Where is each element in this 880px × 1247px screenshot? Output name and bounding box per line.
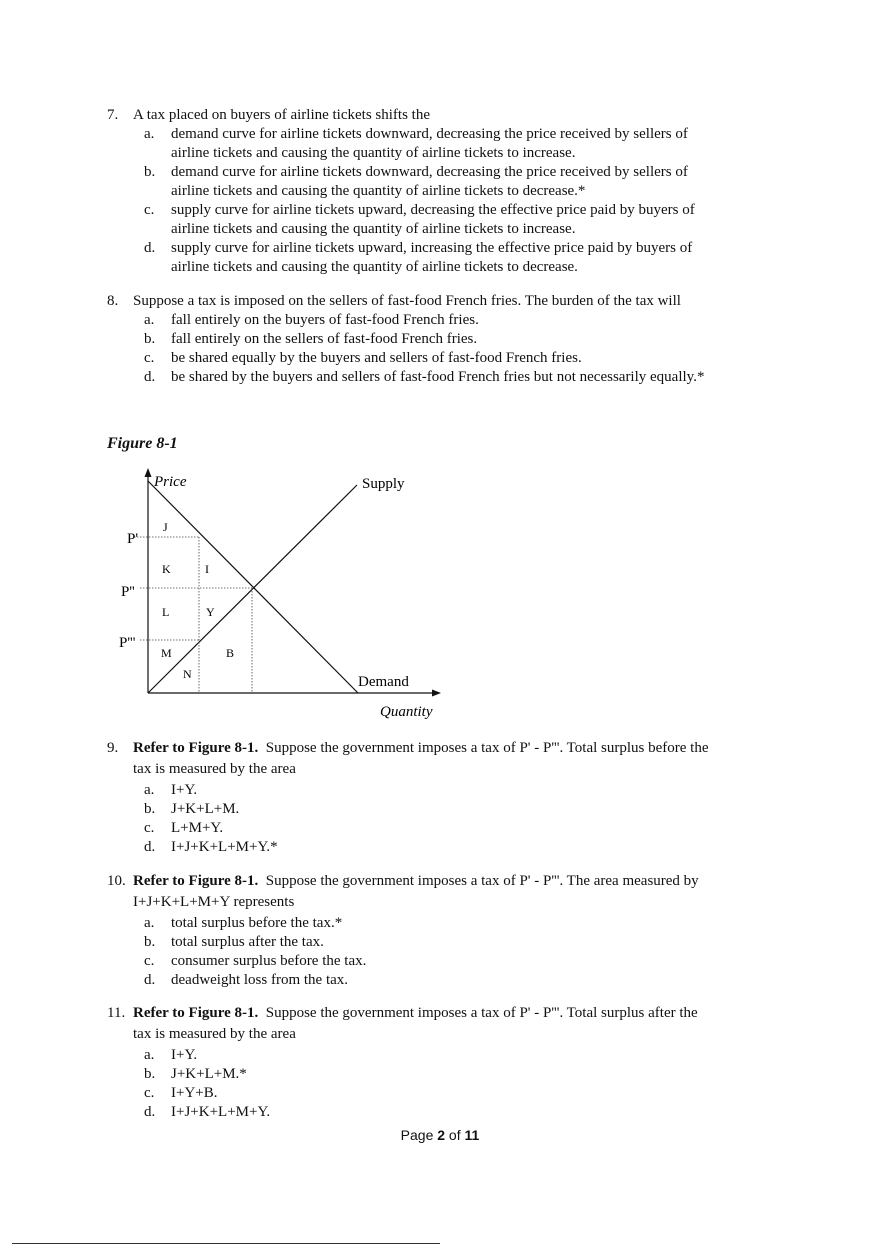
question-9 bbox=[107, 739, 787, 857]
question-number: 7. bbox=[107, 107, 119, 123]
area-label-y: Y bbox=[206, 605, 215, 619]
figure-reference: Refer to Figure 8-1. bbox=[133, 740, 259, 756]
option-text-line: supply curve for airline tickets upward, increasing the effective price paid by buyers of bbox=[171, 240, 693, 256]
option-letter: a. bbox=[144, 782, 155, 798]
demand-label: Demand bbox=[358, 674, 409, 690]
option-letter: b. bbox=[144, 934, 156, 950]
option-letter: a. bbox=[144, 1047, 155, 1063]
question-11 bbox=[107, 1004, 787, 1122]
question-number: 11. bbox=[107, 1005, 126, 1021]
option-text: total surplus after the tax. bbox=[171, 934, 324, 950]
option-text-line: supply curve for airline tickets upward, decreasing the effective price paid by buyers of bbox=[171, 202, 695, 218]
option-text: I+Y+B. bbox=[171, 1085, 218, 1101]
option-letter: a. bbox=[144, 915, 155, 931]
option-letter: c. bbox=[144, 1085, 155, 1101]
footer-prefix: Page bbox=[400, 1127, 438, 1143]
area-label-l: L bbox=[162, 605, 170, 619]
option-text-line: demand curve for airline tickets downward, decreasing the price received by sellers of bbox=[171, 126, 688, 142]
option-text-line: airline tickets and causing the quantity of airline tickets to increase. bbox=[171, 221, 576, 237]
question-stem: Suppose the government imposes a tax of P' - P'''. Total surplus before the bbox=[265, 740, 709, 756]
question-stem-continued: tax is measured by the area bbox=[133, 761, 296, 777]
option-letter: c. bbox=[144, 820, 155, 836]
option-letter: b. bbox=[144, 801, 156, 817]
area-label-m: M bbox=[161, 646, 172, 660]
option-text: fall entirely on the buyers of fast-food French fries. bbox=[171, 312, 479, 328]
option-letter: b. bbox=[144, 331, 156, 347]
option-letter: a. bbox=[144, 312, 155, 328]
question-10 bbox=[107, 872, 787, 990]
option-c bbox=[144, 1084, 787, 1103]
question-stem-continued: I+J+K+L+M+Y represents bbox=[133, 894, 295, 910]
option-text-line: demand curve for airline tickets downward, decreasing the price received by sellers of bbox=[171, 164, 688, 180]
page-footer bbox=[0, 1127, 880, 1143]
option-letter: c. bbox=[144, 202, 155, 218]
option-text: deadweight loss from the tax. bbox=[171, 972, 349, 988]
option-text: J+K+L+M. bbox=[171, 801, 240, 817]
option-text: I+J+K+L+M+Y. bbox=[171, 1104, 271, 1120]
question-stem: Suppose the government imposes a tax of P' - P'''. The area measured by bbox=[265, 873, 699, 889]
y-axis-arrow bbox=[145, 468, 152, 477]
page-number: 2 bbox=[437, 1127, 446, 1143]
question-stem: A tax placed on buyers of airline tickets shifts the bbox=[133, 107, 431, 123]
option-text: be shared by the buyers and sellers of fast-food French fries but not necessarily equally.* bbox=[171, 369, 705, 385]
option-letter: d. bbox=[144, 972, 156, 988]
bottom-rule bbox=[12, 1243, 440, 1244]
option-a bbox=[144, 781, 787, 800]
question-number: 10. bbox=[107, 873, 126, 889]
figure-title: Figure 8-1 bbox=[107, 435, 178, 452]
option-a bbox=[144, 914, 787, 933]
y-axis-label: Price bbox=[154, 474, 187, 490]
x-axis-arrow bbox=[432, 690, 441, 697]
page-total: 11 bbox=[464, 1127, 480, 1143]
figure-reference: Refer to Figure 8-1. bbox=[133, 1005, 259, 1021]
option-letter: a. bbox=[144, 126, 155, 142]
price-label-p2: P'' bbox=[121, 584, 135, 600]
option-letter: b. bbox=[144, 1066, 156, 1082]
area-label-n: N bbox=[183, 667, 192, 681]
option-letter: d. bbox=[144, 1104, 156, 1120]
option-c bbox=[144, 952, 787, 971]
option-b bbox=[144, 933, 787, 952]
area-label-j: J bbox=[163, 520, 168, 534]
option-d bbox=[144, 838, 787, 857]
option-b bbox=[144, 800, 787, 819]
option-text: consumer surplus before the tax. bbox=[171, 953, 367, 969]
option-text: I+Y. bbox=[171, 1047, 198, 1063]
figure-reference: Refer to Figure 8-1. bbox=[133, 873, 259, 889]
option-letter: b. bbox=[144, 164, 156, 180]
option-letter: d. bbox=[144, 369, 156, 385]
question-number: 9. bbox=[107, 740, 119, 756]
option-d bbox=[144, 1103, 787, 1122]
footer-middle: of bbox=[445, 1127, 465, 1143]
option-text: L+M+Y. bbox=[171, 820, 224, 836]
supply-curve bbox=[148, 485, 357, 693]
question-stem: Suppose the government imposes a tax of P' - P'''. Total surplus after the bbox=[265, 1005, 698, 1021]
supply-label: Supply bbox=[362, 476, 405, 492]
option-text-line: airline tickets and causing the quantity of airline tickets to decrease. bbox=[171, 259, 578, 275]
area-label-i: I bbox=[205, 562, 209, 576]
option-b bbox=[144, 1065, 787, 1084]
option-c bbox=[144, 819, 787, 838]
area-label-k: K bbox=[162, 562, 171, 576]
price-label-p1: P' bbox=[127, 531, 139, 547]
option-text: I+Y. bbox=[171, 782, 198, 798]
question-stem-continued: tax is measured by the area bbox=[133, 1026, 296, 1042]
option-text: I+J+K+L+M+Y.* bbox=[171, 839, 278, 855]
x-axis-label: Quantity bbox=[380, 704, 433, 720]
price-label-p3: P''' bbox=[119, 635, 136, 651]
option-text: fall entirely on the sellers of fast-food French fries. bbox=[171, 331, 478, 347]
option-text-line: airline tickets and causing the quantity of airline tickets to decrease.* bbox=[171, 183, 586, 199]
option-letter: c. bbox=[144, 350, 155, 366]
option-text: total surplus before the tax.* bbox=[171, 915, 343, 931]
option-letter: c. bbox=[144, 953, 155, 969]
question-stem: Suppose a tax is imposed on the sellers of fast-food French fries. The burden of the tax will bbox=[133, 293, 681, 309]
option-letter: d. bbox=[144, 240, 156, 256]
option-text-line: airline tickets and causing the quantity of airline tickets to increase. bbox=[171, 145, 576, 161]
question-number: 8. bbox=[107, 293, 119, 309]
area-label-b: B bbox=[226, 646, 235, 660]
option-text: be shared equally by the buyers and sellers of fast-food French fries. bbox=[171, 350, 582, 366]
option-a bbox=[144, 1046, 787, 1065]
option-d bbox=[144, 971, 787, 990]
option-text: J+K+L+M.* bbox=[171, 1066, 247, 1082]
option-letter: d. bbox=[144, 839, 156, 855]
